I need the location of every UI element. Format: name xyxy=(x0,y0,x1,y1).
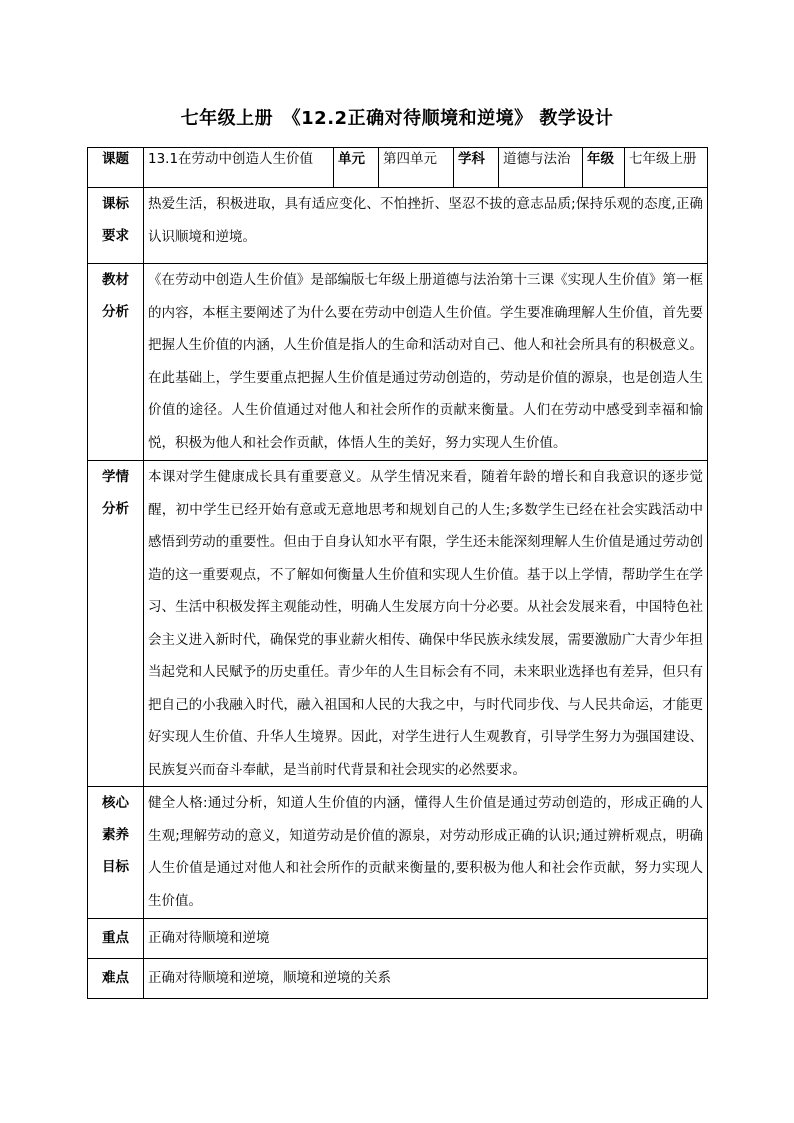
key-point-row xyxy=(88,919,708,959)
core-literacy-row xyxy=(88,787,708,919)
difficult-point-label: 难点 xyxy=(88,959,144,999)
learner-analysis-label: 学情分析 xyxy=(88,461,144,787)
textbook-analysis-label: 教材分析 xyxy=(88,264,144,461)
core-literacy-label: 核心素养目标 xyxy=(88,787,144,919)
learner-analysis-text: 本课对学生健康成长具有重要意义。从学生情况来看，随着年龄的增长和自我意识的逐步觉醒，初中学生已经开始有意或无意地思考和规划自己的人生;多数学生已经在社会实践活动中感悟到劳动的重要性。但由于自身认知水平有限，学生还未能深刻理解人生价值是通过劳动创造的这一重要观点，不了解如何衡量人生价值和实现人生价值。基于以上学情，帮助学生在学习、生活中积极发挥主观能动性，明确人生发展方向十分必要。从社会发展来看，中国特色社会主义进入新时代，确保党的事业薪火相传、确保中华民族永续发展，需要激励广大青少年担当起党和人民赋予的历史重任。青少年的人生目标会有不同，未来职业选择也有差异，但只有把自己的小我融入时代，融入祖国和人民的大我之中，与时代同步伐、与人民共命运，才能更好实现人生价值、升华人生境界。因此，对学生进行人生观教育，引导学生努力为强国建设、民族复兴而奋斗奉献，是当前时代背景和社会现实的必然要求。 xyxy=(144,461,708,787)
difficult-point-text: 正确对待顺境和逆境，顺境和逆境的关系 xyxy=(144,959,708,999)
topic-label: 课题 xyxy=(88,148,144,188)
document-title: 七年级上册 《12.2正确对待顺境和逆境》 教学设计 xyxy=(180,108,614,129)
learner-analysis-row xyxy=(88,461,708,787)
subject-label: 学科 xyxy=(454,148,499,188)
grade-label: 年级 xyxy=(583,148,625,188)
key-point-text: 正确对待顺境和逆境 xyxy=(144,919,708,959)
core-literacy-text: 健全人格:通过分析，知道人生价值的内涵，懂得人生价值是通过劳动创造的，形成正确的人生观;理解劳动的意义，知道劳动是价值的源泉，对劳动形成正确的认识;通过辨析观点，明确人生价值是通过对他人和社会所作的贡献来衡量的,要积极为他人和社会作贡献，努力实现人生价值。 xyxy=(144,787,708,919)
topic-value: 13.1在劳动中创造人生价值 xyxy=(144,148,334,188)
lesson-plan-table xyxy=(87,147,708,999)
textbook-analysis-row xyxy=(88,264,708,461)
textbook-analysis-text: 《在劳动中创造人生价值》是部编版七年级上册道德与法治第十三课《实现人生价值》第一框的内容，本框主要阐述了为什么要在劳动中创造人生价值。学生要准确理解人生价值，首先要把握人生价值的内涵，人生价值是指人的生命和活动对自己、他人和社会所具有的积极意义。在此基础上，学生要重点把握人生价值是通过劳动创造的，劳动是价值的源泉，也是创造人生价值的途径。人生价值通过对他人和社会所作的贡献来衡量。人们在劳动中感受到幸福和愉悦，积极为他人和社会作贡献，体悟人生的美好，努力实现人生价值。 xyxy=(144,264,708,461)
unit-label: 单元 xyxy=(334,148,379,188)
header-row xyxy=(88,148,708,188)
curriculum-standard-label: 课标要求 xyxy=(88,188,144,264)
curriculum-standard-row xyxy=(88,188,708,264)
key-point-label: 重点 xyxy=(88,919,144,959)
curriculum-standard-text: 热爱生活，积极进取，具有适应变化、不怕挫折、坚忍不拔的意志品质;保持乐观的态度,正确认识顺境和逆境。 xyxy=(144,188,708,264)
subject-value: 道德与法治 xyxy=(499,148,583,188)
unit-value: 第四单元 xyxy=(379,148,454,188)
difficult-point-row xyxy=(88,959,708,999)
grade-value: 七年级上册 xyxy=(625,148,708,188)
